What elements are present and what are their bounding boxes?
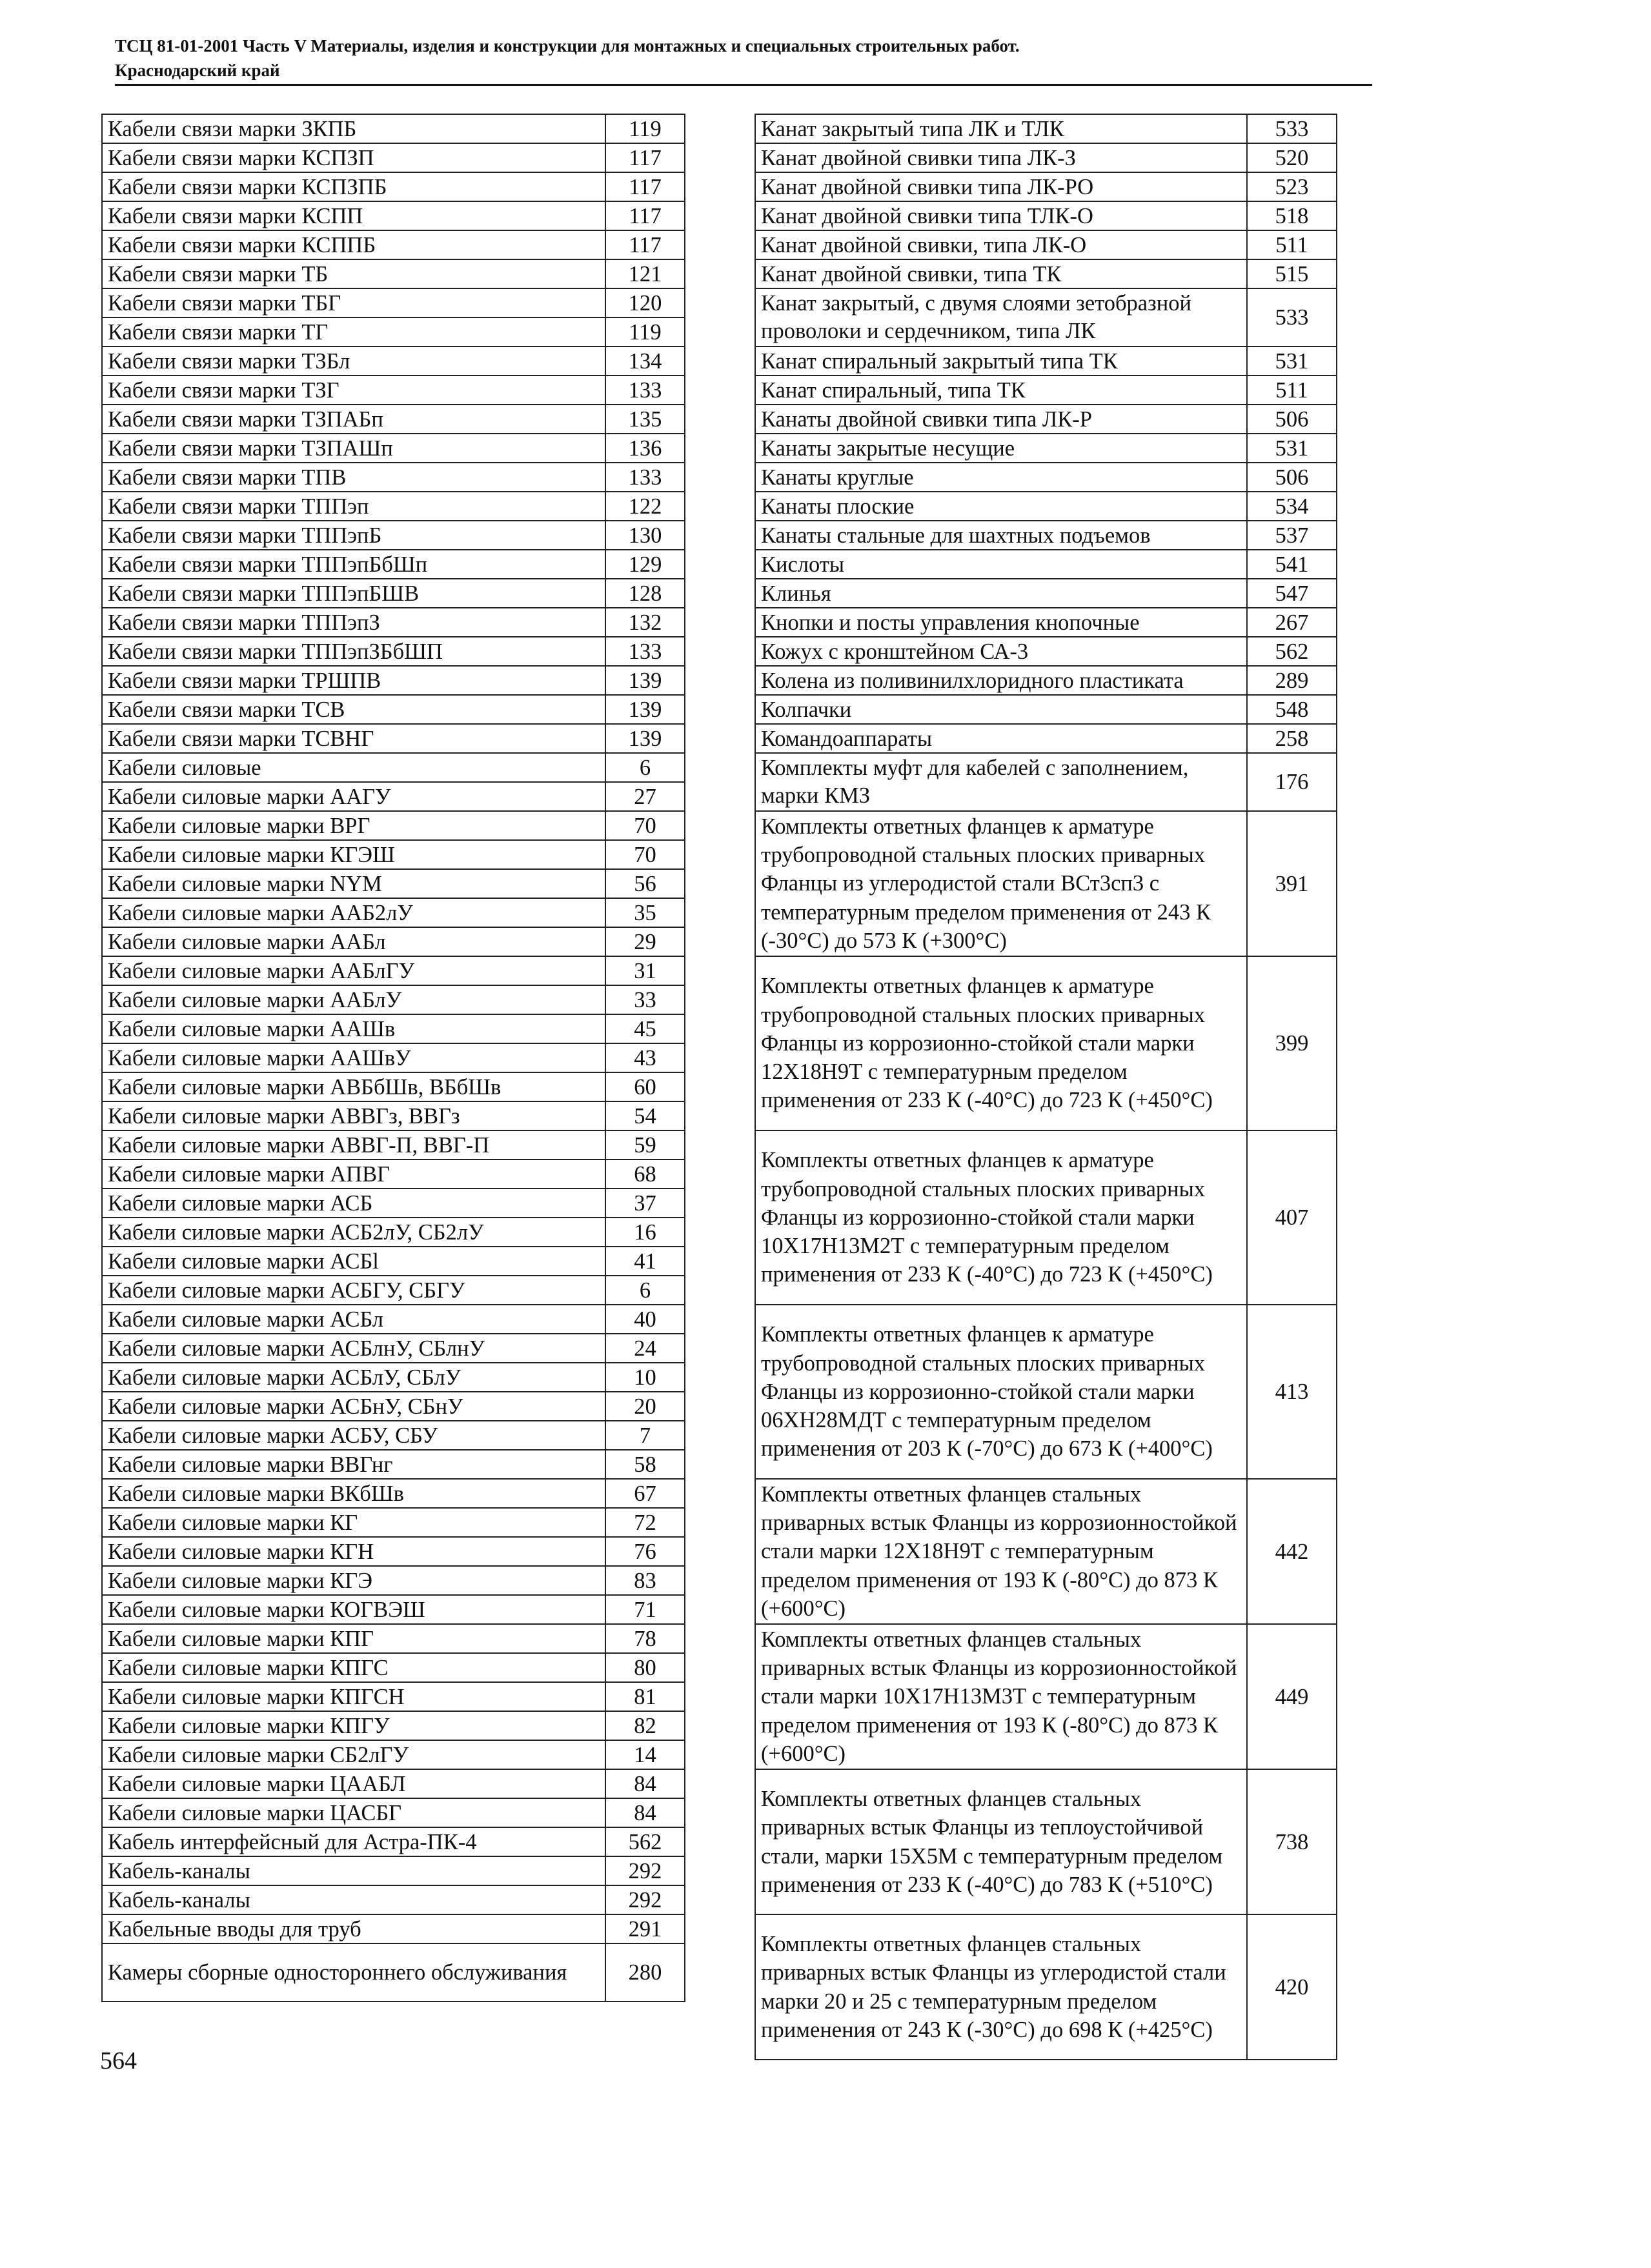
index-entry-name: Кабели связи марки ТППэпЗ	[102, 608, 605, 637]
index-row	[102, 840, 685, 869]
index-row	[102, 927, 685, 956]
index-entry-page: 41	[605, 1247, 685, 1276]
index-table-right-body	[755, 114, 1337, 2060]
index-row	[102, 985, 685, 1014]
index-row	[755, 1305, 1337, 1479]
index-row	[102, 753, 685, 782]
index-entry-page: 31	[605, 956, 685, 985]
index-entry-page: 117	[605, 172, 685, 201]
index-row	[755, 521, 1337, 550]
index-entry-name: Кабели силовые марки ААБ2лУ	[102, 898, 605, 927]
index-entry-name: Кабели силовые марки КГЭШ	[102, 840, 605, 869]
index-row	[102, 1130, 685, 1159]
index-entry-page: 117	[605, 143, 685, 172]
index-row	[102, 695, 685, 724]
index-row	[102, 1566, 685, 1595]
index-entry-page: 70	[605, 840, 685, 869]
index-entry-page: 43	[605, 1043, 685, 1072]
index-row	[102, 1392, 685, 1421]
index-entry-page: 68	[605, 1159, 685, 1189]
index-entry-page: 258	[1247, 724, 1337, 753]
index-row	[755, 172, 1337, 201]
index-entry-name: Кабели силовые марки СБ2лГУ	[102, 1740, 605, 1769]
index-row	[755, 346, 1337, 376]
index-entry-page: 29	[605, 927, 685, 956]
index-entry-page: 547	[1247, 579, 1337, 608]
index-entry-name: Кабели силовые марки АСБl	[102, 1247, 605, 1276]
index-entry-name: Комплекты ответных фланцев к арматуре трубопроводной стальных плоских приварных Фланцы из коррозионно-стойкой стали марки 10Х17Н13М2Т с температурным пределом применения от 233 К (-40°С) до 723 К (+450°С)	[755, 1130, 1247, 1305]
index-entry-name: Кабели связи марки ТСВНГ	[102, 724, 605, 753]
index-entry-name: Комплекты муфт для кабелей с заполнением, марки КМЗ	[755, 753, 1247, 811]
index-row	[102, 1305, 685, 1334]
index-row	[102, 724, 685, 753]
index-entry-page: 37	[605, 1189, 685, 1218]
index-entry-name: Комплекты ответных фланцев к арматуре трубопроводной стальных плоских приварных Фланцы из коррозионно-стойкой стали марки 12Х18Н9Т с температурным пределом применения от 233 К (-40°С) до 723 К (+450°С)	[755, 956, 1247, 1130]
index-entry-page: 292	[605, 1856, 685, 1885]
index-entry-page: 176	[1247, 753, 1337, 811]
index-entry-name: Кабели связи марки ТППэпЗБбШП	[102, 637, 605, 666]
index-entry-name: Комплекты ответных фланцев стальных приварных встык Фланцы из углеродистой стали марки 20 и 25 с температурным пределом применения от 243 К (-30°С) до 698 К (+425°С)	[755, 1914, 1247, 2060]
index-row	[755, 143, 1337, 172]
index-entry-page: 60	[605, 1072, 685, 1101]
index-entry-page: 139	[605, 666, 685, 695]
index-entry-name: Канат спиральный закрытый типа ТК	[755, 346, 1247, 376]
index-entry-name: Кабели силовые марки АПВГ	[102, 1159, 605, 1189]
index-entry-page: 541	[1247, 550, 1337, 579]
index-row	[102, 1159, 685, 1189]
index-entry-page: 54	[605, 1101, 685, 1130]
index-entry-page: 139	[605, 724, 685, 753]
index-entry-name: Кабели силовые марки КГЭ	[102, 1566, 605, 1595]
index-entry-name: Комплекты ответных фланцев к арматуре трубопроводной стальных плоских приварных Фланцы из углеродистой стали ВСт3сп3 с температурным пределом применения от 243 К (-30°С) до 573 К (+300°С)	[755, 811, 1247, 956]
index-row	[755, 405, 1337, 434]
index-entry-page: 83	[605, 1566, 685, 1595]
index-entry-page: 399	[1247, 956, 1337, 1130]
index-entry-name: Кабели силовые марки КПГСН	[102, 1682, 605, 1711]
index-entry-page: 523	[1247, 172, 1337, 201]
index-row	[102, 1624, 685, 1653]
index-entry-page: 442	[1247, 1479, 1337, 1624]
index-row	[102, 1740, 685, 1769]
index-entry-page: 132	[605, 608, 685, 637]
index-row	[102, 1218, 685, 1247]
index-row	[102, 346, 685, 376]
index-entry-name: Канат двойной свивки, типа ЛК-О	[755, 230, 1247, 259]
index-entry-name: Кнопки и посты управления кнопочные	[755, 608, 1247, 637]
index-entry-name: Комплекты ответных фланцев стальных приварных встык Фланцы из коррозионностойкой стали марки 12Х18Н9Т с температурным пределом применения от 193 К (-80°С) до 873 К (+600°С)	[755, 1479, 1247, 1624]
index-entry-page: 78	[605, 1624, 685, 1653]
index-row	[102, 869, 685, 898]
index-entry-name: Кабели связи марки КСПЗПБ	[102, 172, 605, 201]
index-row	[102, 1101, 685, 1130]
index-entry-page: 407	[1247, 1130, 1337, 1305]
index-entry-page: 506	[1247, 463, 1337, 492]
index-entry-page: 6	[605, 753, 685, 782]
index-entry-name: Кабели связи марки ТЗБл	[102, 346, 605, 376]
index-row	[102, 1682, 685, 1711]
index-row	[755, 1624, 1337, 1769]
index-row	[102, 1798, 685, 1827]
index-row	[755, 230, 1337, 259]
index-entry-page: 562	[1247, 637, 1337, 666]
index-entry-page: 130	[605, 521, 685, 550]
index-entry-page: 518	[1247, 201, 1337, 230]
index-entry-name: Кабели силовые марки АСБУ, СБУ	[102, 1421, 605, 1450]
index-row	[755, 753, 1337, 811]
index-row	[102, 405, 685, 434]
index-entry-page: 413	[1247, 1305, 1337, 1479]
index-entry-page: 135	[605, 405, 685, 434]
page-number: 564	[100, 2047, 137, 2074]
index-entry-page: 267	[1247, 608, 1337, 637]
index-entry-page: 40	[605, 1305, 685, 1334]
index-entry-page: 84	[605, 1798, 685, 1827]
index-entry-page: 133	[605, 376, 685, 405]
index-entry-page: 81	[605, 1682, 685, 1711]
index-entry-name: Кабели силовые марки АВБбШв, ВБбШв	[102, 1072, 605, 1101]
index-entry-page: 511	[1247, 376, 1337, 405]
index-entry-name: Кабели связи марки ТРШПВ	[102, 666, 605, 695]
index-entry-name: Кабели силовые марки ААШв	[102, 1014, 605, 1043]
index-row	[102, 259, 685, 288]
index-entry-page: 289	[1247, 666, 1337, 695]
index-entry-page: 738	[1247, 1769, 1337, 1914]
index-entry-page: 14	[605, 1740, 685, 1769]
index-entry-name: Кабели связи марки ТППэпБбШп	[102, 550, 605, 579]
index-entry-page: 391	[1247, 811, 1337, 956]
index-entry-name: Кабели силовые марки АСБ	[102, 1189, 605, 1218]
index-entry-page: 58	[605, 1450, 685, 1479]
index-row	[755, 376, 1337, 405]
index-row	[755, 579, 1337, 608]
index-entry-name: Комплекты ответных фланцев к арматуре трубопроводной стальных плоских приварных Фланцы из коррозионно-стойкой стали марки 06ХН28МДТ с температурным пределом применения от 203 К (-70°С) до 673 К (+400°С)	[755, 1305, 1247, 1479]
index-entry-page: 20	[605, 1392, 685, 1421]
index-entry-name: Кабели силовые марки ВВГнг	[102, 1450, 605, 1479]
running-header	[115, 34, 1373, 83]
index-row	[102, 317, 685, 346]
index-row	[755, 637, 1337, 666]
index-row	[102, 1769, 685, 1798]
index-entry-page: 24	[605, 1334, 685, 1363]
index-entry-name: Канаты плоские	[755, 492, 1247, 521]
index-row	[102, 666, 685, 695]
index-row	[102, 1043, 685, 1072]
index-entry-page: 6	[605, 1276, 685, 1305]
index-entry-page: 449	[1247, 1624, 1337, 1769]
index-row	[102, 1827, 685, 1856]
index-row	[102, 434, 685, 463]
index-row	[102, 1363, 685, 1392]
index-row	[102, 1072, 685, 1101]
index-row	[755, 1769, 1337, 1914]
index-row	[102, 1421, 685, 1450]
index-row	[755, 288, 1337, 346]
index-entry-name: Канат спиральный, типа ТК	[755, 376, 1247, 405]
index-entry-page: 420	[1247, 1914, 1337, 2060]
index-entry-page: 533	[1247, 288, 1337, 346]
index-entry-name: Кабели силовые марки АСБнУ, СБнУ	[102, 1392, 605, 1421]
index-entry-name: Кабели связи марки ТППэп	[102, 492, 605, 521]
index-row	[755, 201, 1337, 230]
index-entry-name: Кабели связи марки ТЗПАБп	[102, 405, 605, 434]
index-table-left	[101, 114, 685, 2002]
index-entry-name: Канаты двойной свивки типа ЛК-Р	[755, 405, 1247, 434]
index-row	[102, 288, 685, 317]
index-row	[102, 1885, 685, 1914]
index-entry-page: 515	[1247, 259, 1337, 288]
index-row	[102, 1856, 685, 1885]
index-entry-page: 122	[605, 492, 685, 521]
index-row	[755, 1479, 1337, 1624]
index-row	[102, 1711, 685, 1740]
index-row	[102, 1450, 685, 1479]
index-row	[102, 1247, 685, 1276]
index-entry-name: Кабели силовые марки ААБл	[102, 927, 605, 956]
index-entry-name: Канаты стальные для шахтных подъемов	[755, 521, 1247, 550]
index-entry-name: Канаты закрытые несущие	[755, 434, 1247, 463]
index-row	[755, 608, 1337, 637]
index-row	[755, 1914, 1337, 2060]
index-row	[102, 492, 685, 521]
index-entry-name: Кабели силовые марки АСБГУ, СБГУ	[102, 1276, 605, 1305]
index-row	[755, 666, 1337, 695]
index-row	[102, 230, 685, 259]
header-divider	[115, 84, 1372, 86]
index-entry-page: 84	[605, 1769, 685, 1798]
index-row	[755, 114, 1337, 143]
index-entry-page: 133	[605, 463, 685, 492]
index-entry-name: Кабели связи марки КСППБ	[102, 230, 605, 259]
index-entry-page: 82	[605, 1711, 685, 1740]
index-entry-page: 531	[1247, 434, 1337, 463]
index-entry-name: Кабели силовые марки АСБ2лУ, СБ2лУ	[102, 1218, 605, 1247]
index-entry-name: Кабели связи марки ТГ	[102, 317, 605, 346]
index-row	[755, 259, 1337, 288]
index-row	[755, 724, 1337, 753]
index-entry-name: Кабель-каналы	[102, 1885, 605, 1914]
index-entry-name: Командоаппараты	[755, 724, 1247, 753]
index-entry-name: Кабели силовые марки NYM	[102, 869, 605, 898]
index-entry-page: 119	[605, 317, 685, 346]
index-entry-page: 119	[605, 114, 685, 143]
index-entry-name: Комплекты ответных фланцев стальных приварных встык Фланцы из коррозионностойкой стали марки 10Х17Н13М3Т с температурным пределом применения от 193 К (-80°С) до 873 К (+600°С)	[755, 1624, 1247, 1769]
index-entry-page: 134	[605, 346, 685, 376]
index-row	[102, 782, 685, 811]
index-row	[102, 1595, 685, 1624]
index-entry-page: 70	[605, 811, 685, 840]
index-entry-page: 35	[605, 898, 685, 927]
index-entry-page: 129	[605, 550, 685, 579]
index-row	[102, 376, 685, 405]
header-title: ТСЦ 81-01-2001 Часть V Материалы, изделия и конструкции для монтажных и специальных строительных работ.	[115, 36, 1020, 55]
index-entry-name: Кабели силовые марки КГ	[102, 1508, 605, 1537]
index-entry-name: Кабели связи марки ТСВ	[102, 695, 605, 724]
index-entry-page: 520	[1247, 143, 1337, 172]
index-entry-name: Кабели силовые марки ЦАСБГ	[102, 1798, 605, 1827]
index-entry-name: Кабельные вводы для труб	[102, 1914, 605, 1943]
index-entry-page: 291	[605, 1914, 685, 1943]
index-entry-name: Кабели силовые марки КПГС	[102, 1653, 605, 1682]
index-entry-page: 76	[605, 1537, 685, 1566]
index-row	[102, 579, 685, 608]
index-entry-page: 128	[605, 579, 685, 608]
index-entry-name: Канат двойной свивки, типа ТК	[755, 259, 1247, 288]
index-entry-name: Кабель-каналы	[102, 1856, 605, 1885]
index-row	[755, 434, 1337, 463]
index-entry-name: Кабели связи марки ТППэпБ	[102, 521, 605, 550]
index-entry-name: Кабели силовые марки КПГ	[102, 1624, 605, 1653]
index-row	[102, 521, 685, 550]
index-entry-page: 71	[605, 1595, 685, 1624]
index-entry-name: Кабели связи марки ТБ	[102, 259, 605, 288]
index-entry-page: 56	[605, 869, 685, 898]
index-entry-page: 67	[605, 1479, 685, 1508]
index-row	[755, 956, 1337, 1130]
index-entry-name: Кабели силовые марки АВВГз, ВВГз	[102, 1101, 605, 1130]
index-entry-page: 120	[605, 288, 685, 317]
index-row	[102, 637, 685, 666]
index-entry-name: Кабели силовые марки ВРГ	[102, 811, 605, 840]
index-entry-page: 531	[1247, 346, 1337, 376]
index-row	[102, 1276, 685, 1305]
index-entry-page: 533	[1247, 114, 1337, 143]
index-entry-name: Кабели силовые марки ААГУ	[102, 782, 605, 811]
index-entry-page: 537	[1247, 521, 1337, 550]
index-entry-page: 511	[1247, 230, 1337, 259]
index-entry-name: Кабели силовые	[102, 753, 605, 782]
index-entry-name: Кабели связи марки ТБГ	[102, 288, 605, 317]
index-row	[102, 608, 685, 637]
index-entry-name: Канаты круглые	[755, 463, 1247, 492]
index-entry-name: Кабели силовые марки КГН	[102, 1537, 605, 1566]
index-entry-name: Кабели силовые марки АСБлУ, СБлУ	[102, 1363, 605, 1392]
index-entry-name: Кабели связи марки ТЗПАШп	[102, 434, 605, 463]
index-entry-name: Камеры сборные одностороннего обслуживания	[102, 1943, 605, 2002]
index-entry-name: Кабели связи марки КСПЗП	[102, 143, 605, 172]
index-table-left-body	[102, 114, 685, 2002]
index-entry-page: 562	[605, 1827, 685, 1856]
index-row	[102, 1014, 685, 1043]
index-entry-name: Кабели связи марки ТПВ	[102, 463, 605, 492]
index-row	[102, 1914, 685, 1943]
index-row	[102, 1653, 685, 1682]
index-row	[755, 492, 1337, 521]
index-entry-name: Кабели силовые марки ААБлГУ	[102, 956, 605, 985]
index-entry-page: 10	[605, 1363, 685, 1392]
index-entry-name: Кабели силовые марки КОГВЭШ	[102, 1595, 605, 1624]
index-entry-page: 59	[605, 1130, 685, 1159]
index-row	[102, 811, 685, 840]
index-entry-name: Кабели силовые марки ЦААБЛ	[102, 1769, 605, 1798]
index-entry-page: 117	[605, 230, 685, 259]
index-row	[102, 898, 685, 927]
index-entry-name: Колпачки	[755, 695, 1247, 724]
index-entry-name: Клинья	[755, 579, 1247, 608]
index-entry-name: Кабели силовые марки АСБлнУ, СБлнУ	[102, 1334, 605, 1363]
index-row	[102, 143, 685, 172]
index-entry-name: Кабель интерфейсный для Астра-ПК-4	[102, 1827, 605, 1856]
index-row	[755, 463, 1337, 492]
index-row	[102, 201, 685, 230]
index-entry-name: Канат закрытый, с двумя слоями зетобразной проволоки и сердечником, типа ЛК	[755, 288, 1247, 346]
index-entry-name: Кабели связи марки ТППэпБШВ	[102, 579, 605, 608]
index-entry-page: 506	[1247, 405, 1337, 434]
index-row	[102, 172, 685, 201]
index-entry-page: 45	[605, 1014, 685, 1043]
index-row	[102, 1943, 685, 2002]
index-row	[102, 1334, 685, 1363]
index-row	[102, 1189, 685, 1218]
index-entry-page: 548	[1247, 695, 1337, 724]
index-entry-page: 292	[605, 1885, 685, 1914]
index-entry-page: 139	[605, 695, 685, 724]
index-entry-name: Кабели силовые марки АВВГ-П, ВВГ-П	[102, 1130, 605, 1159]
index-entry-name: Колена из поливинилхлоридного пластиката	[755, 666, 1247, 695]
index-entry-page: 33	[605, 985, 685, 1014]
index-entry-name: Канат двойной свивки типа ЛК-РО	[755, 172, 1247, 201]
index-entry-page: 136	[605, 434, 685, 463]
index-entry-name: Кожух с кронштейном СА-3	[755, 637, 1247, 666]
index-row	[755, 695, 1337, 724]
index-entry-name: Кабели связи марки ТЗГ	[102, 376, 605, 405]
index-entry-name: Кабели силовые марки ААБлУ	[102, 985, 605, 1014]
index-row	[755, 550, 1337, 579]
index-entry-page: 7	[605, 1421, 685, 1450]
index-row	[102, 956, 685, 985]
index-entry-page: 534	[1247, 492, 1337, 521]
index-entry-name: Канат закрытый типа ЛК и ТЛК	[755, 114, 1247, 143]
index-entry-name: Комплекты ответных фланцев стальных приварных встык Фланцы из теплоустойчивой стали, марки 15Х5М с температурным пределом применения от 233 К (-40°С) до 783 К (+510°С)	[755, 1769, 1247, 1914]
index-entry-page: 72	[605, 1508, 685, 1537]
index-entry-page: 117	[605, 201, 685, 230]
header-region: Краснодарский край	[115, 61, 280, 80]
index-row	[102, 114, 685, 143]
index-entry-name: Кабели силовые марки ВКбШв	[102, 1479, 605, 1508]
index-entry-name: Кабели связи марки ЗКПБ	[102, 114, 605, 143]
index-entry-name: Кабели силовые марки АСБл	[102, 1305, 605, 1334]
index-entry-name: Кабели силовые марки КПГУ	[102, 1711, 605, 1740]
index-table-right	[755, 114, 1337, 2060]
index-row	[102, 550, 685, 579]
index-entry-page: 280	[605, 1943, 685, 2002]
index-entry-page: 121	[605, 259, 685, 288]
index-row	[102, 1508, 685, 1537]
index-entry-page: 16	[605, 1218, 685, 1247]
index-row	[755, 811, 1337, 956]
index-entry-page: 80	[605, 1653, 685, 1682]
index-entry-page: 27	[605, 782, 685, 811]
index-entry-name: Канат двойной свивки типа ТЛК-О	[755, 201, 1247, 230]
index-entry-name: Кабели силовые марки ААШвУ	[102, 1043, 605, 1072]
index-entry-page: 133	[605, 637, 685, 666]
index-row	[102, 1479, 685, 1508]
index-entry-name: Кабели связи марки КСПП	[102, 201, 605, 230]
index-row	[755, 1130, 1337, 1305]
index-entry-name: Канат двойной свивки типа ЛК-З	[755, 143, 1247, 172]
index-entry-name: Кислоты	[755, 550, 1247, 579]
index-row	[102, 1537, 685, 1566]
index-row	[102, 463, 685, 492]
